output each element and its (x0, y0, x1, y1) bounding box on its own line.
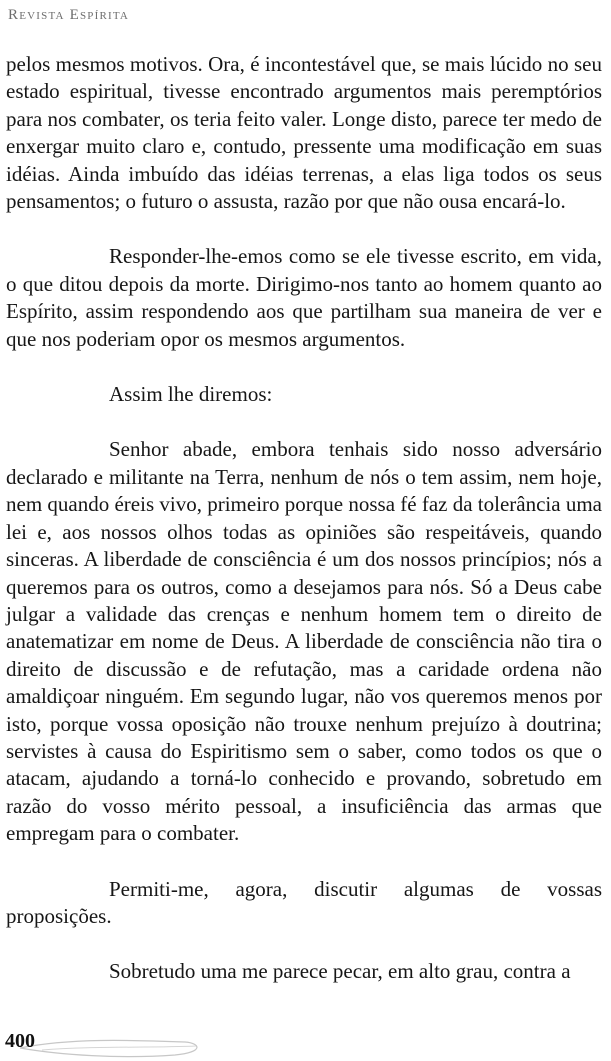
paragraph-4: Senhor abade, embora tenhais sido nosso adversário declarado e militante na Terra, nenhum de nós o tem assim, nem hoje, nem quando éreis vivo, primeiro porque nossa fé faz da tolerância uma lei e, aos nossos olhos todas as opiniões são respeitáveis, quando sinceras. A liberdade de consciência é um dos nossos princípios; nós a queremos para os outros, como a desejamos para nós. Só a Deus cabe julgar a validade das crenças e nenhum homem tem o direito de anatematizar em nome de Deus. A liberdade de consciência não tira o direito de discussão e de refutação, mas a caridade ordena não amaldiçoar ninguém. Em segundo lugar, não vos queremos menos por isto, porque vossa oposição não trouxe nenhum prejuízo à doutrina; servistes à causa do Espiritismo sem o saber, como todos os que o atacam, ajudando a torná-lo conhecido e provando, sobretudo em razão do vosso mérito pessoal, a insuficiência das armas que empregam para o combater. (6, 437, 602, 846)
paragraph-3: Assim lhe diremos: (109, 382, 273, 407)
footer-swoosh-ornament (0, 1028, 611, 1061)
paragraph-2: Responder-lhe-emos como se ele tivesse escrito, em vida, o que ditou depois da morte. Dirigimo-nos tanto ao homem quanto ao Espírito, assim respondendo aos que partilham sua maneira de ver e que nos poderiam opor os mesmos argumentos. (6, 244, 602, 351)
paragraph-1: pelos mesmos motivos. Ora, é incontestável que, se mais lúcido no seu estado espiritual, tivesse encontrado argumentos mais peremptórios para nos combater, os teria feito valer. Longe disto, parece ter medo de enxergar muito claro e, contudo, pressente uma modificação em suas idéias. Ainda imbuído das idéias terrenas, a elas liga todos os seus pensamentos; o futuro o assusta, razão por que não ousa encará-lo. (6, 52, 602, 214)
paragraph-6: Sobretudo uma me parece pecar, em alto grau, contra a (109, 959, 571, 984)
running-header: Revista Espírita (8, 7, 130, 23)
paragraph-5: Permiti-me, agora, discutir algumas de vossas proposições. (6, 876, 602, 928)
page-body (6, 51, 602, 1014)
page-number: 400 (5, 1030, 35, 1052)
